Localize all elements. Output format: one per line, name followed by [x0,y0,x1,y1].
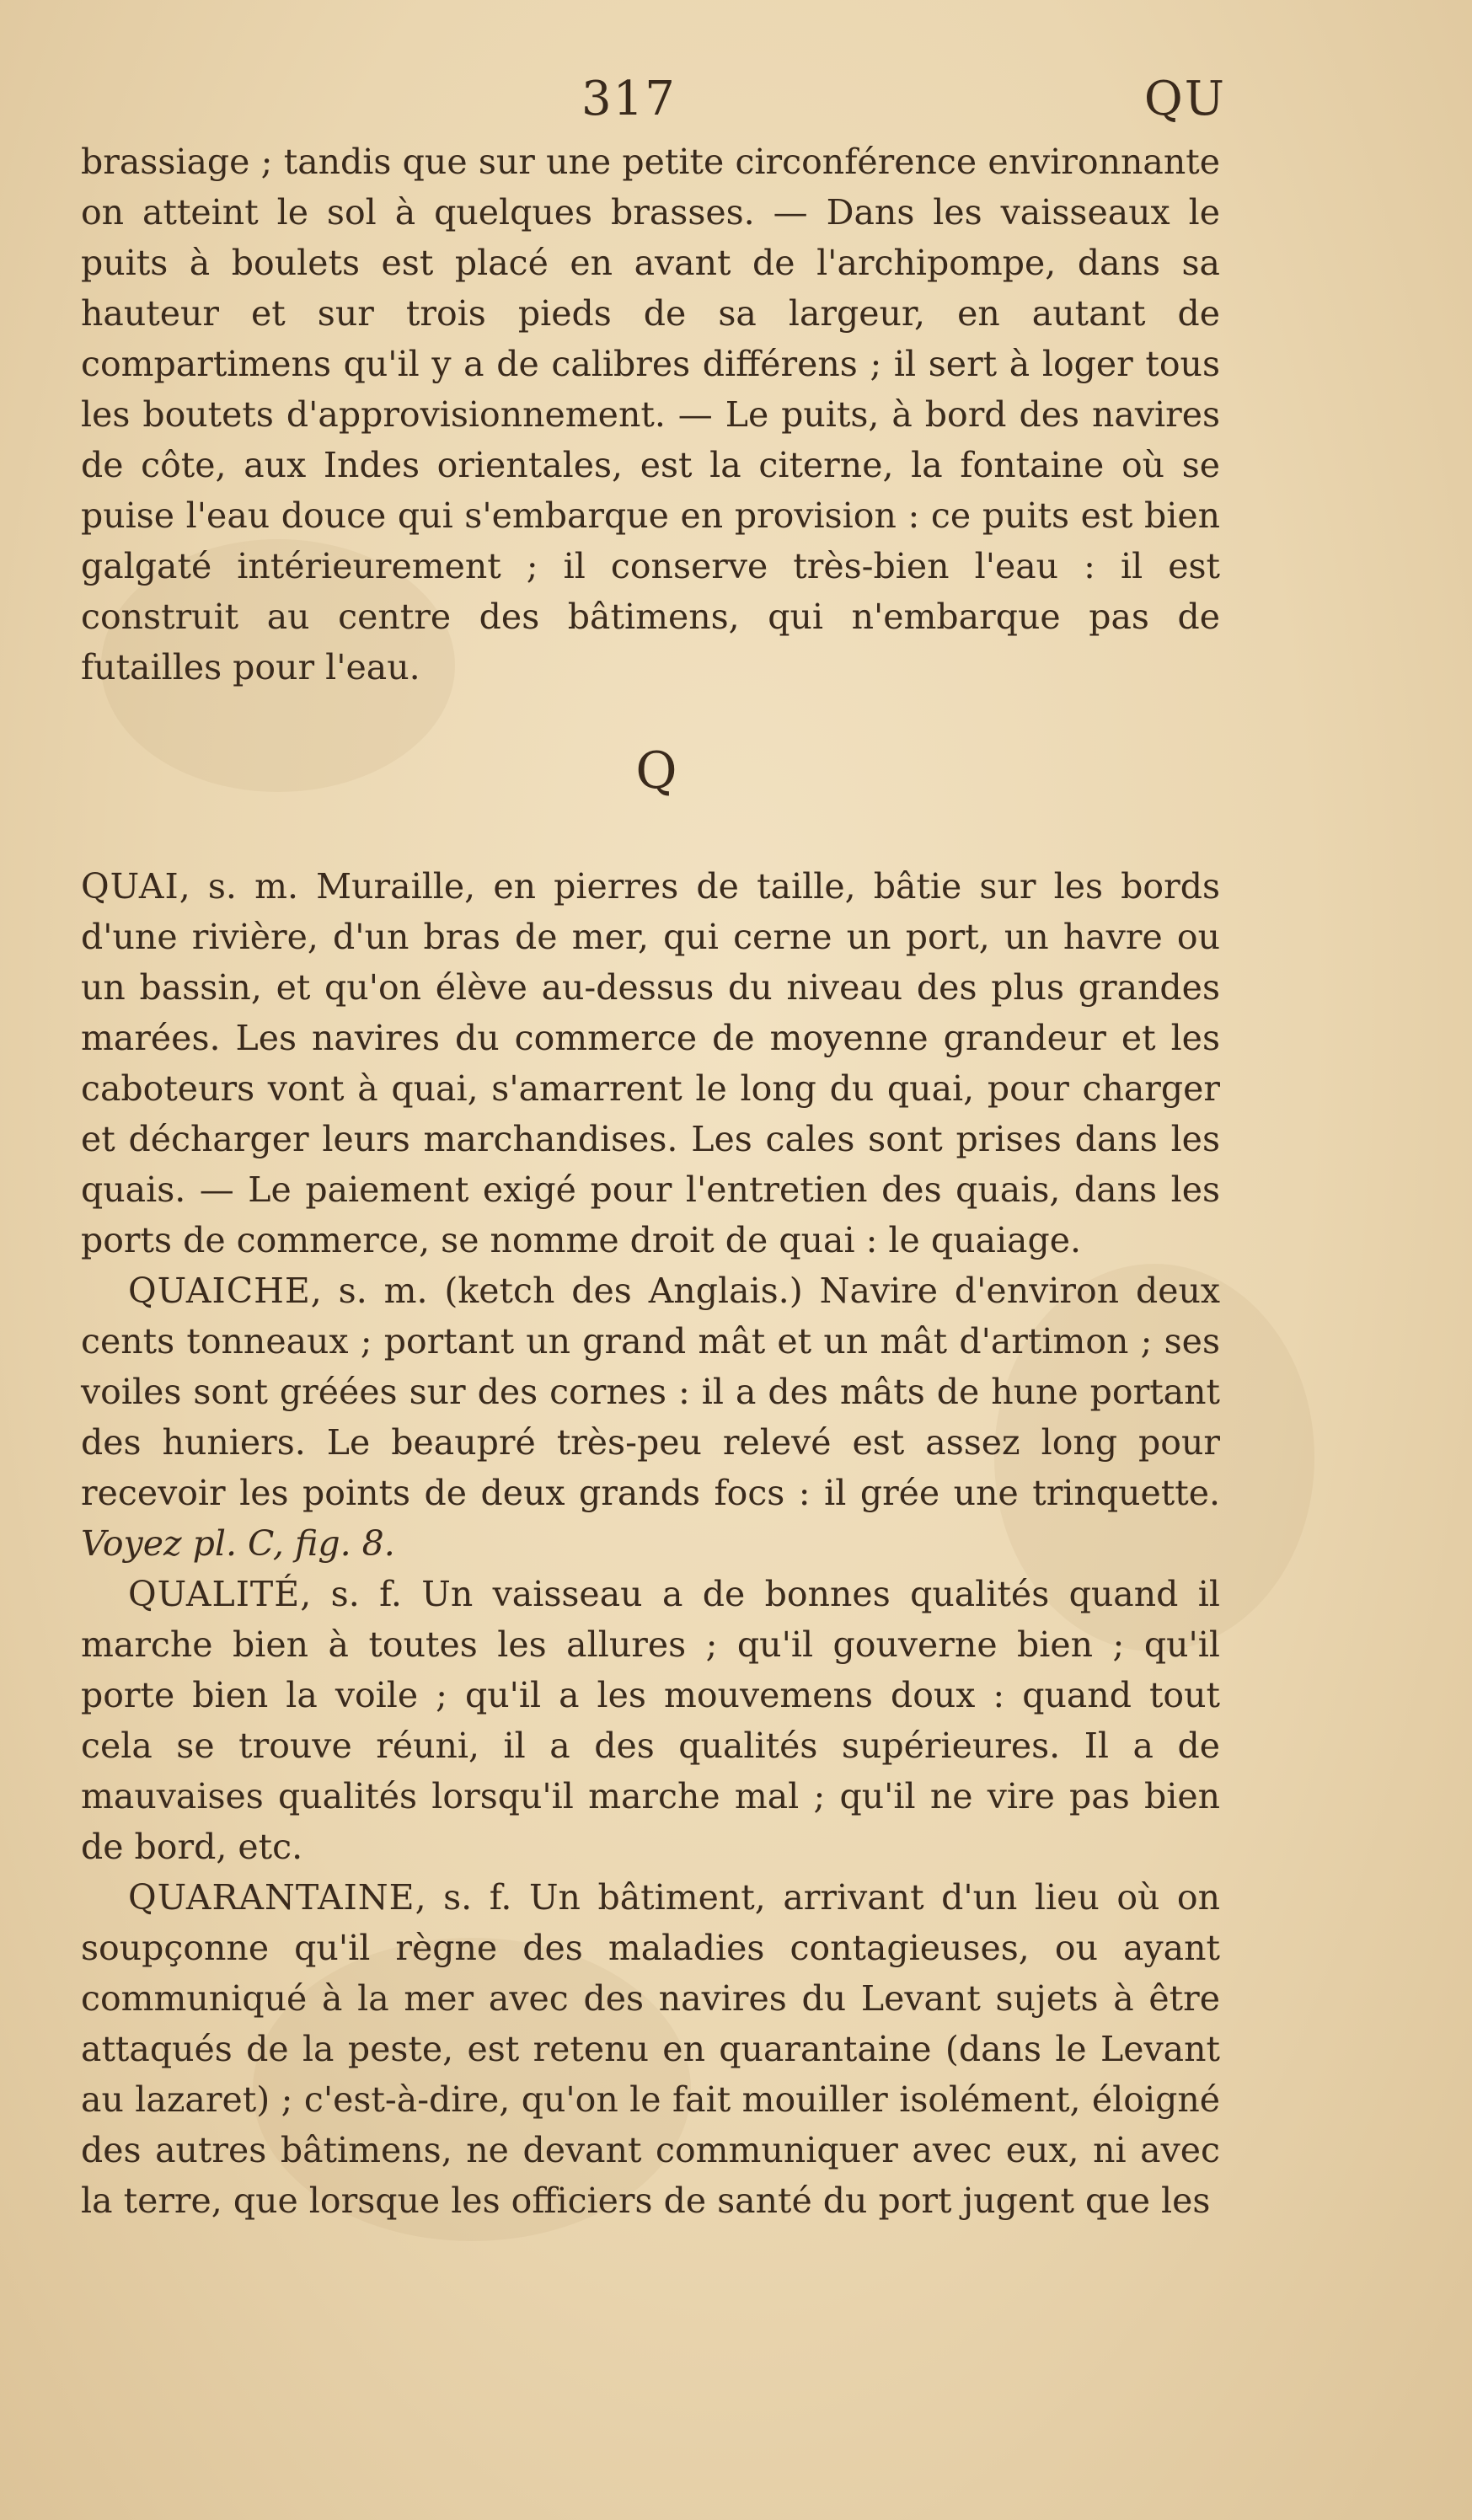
entry-quaiche [81,1265,1220,1569]
entry-grammar: , s. m. [179,866,299,907]
page-number: 317 [581,72,677,126]
entry-quarantaine [81,1872,1220,2226]
entry-headword: QUAI [81,866,179,907]
continuation-paragraph [81,136,1220,693]
entry-headword: QUAICHE [128,1271,311,1311]
entry-qualite [81,1569,1220,1872]
entry-definition: Un vaisseau a de bonnes qualités quand il marche bien à toutes les allures ; qu'il gouverne bien ; qu'il porte bien la voile ; qu'il a les mouvemens doux : quand tout cela se trouve réuni, il a des qualités supérieures. Il a de mauvaises qualités lorsqu'il marche mal ; qu'il ne vire pas bien de bord, etc. [81,1574,1220,1867]
entry-definition: (ketch des Anglais.) Navire d'environ deux cents tonneaux ; portant un grand mât et un mât d'artimon ; ses voiles sont gréées sur des cornes : il a des mâts de hune portant des huniers. Le beaupré très-peu relevé est assez long pour recevoir les points de deux grands focs : il grée une trinquette. [81,1271,1220,1513]
dictionary-entries [81,861,1220,2226]
continuation-text: brassiage ; tandis que sur une petite circonférence environnante on atteint le sol à quelques brasses. — Dans les vaisseaux le puits à boulets est placé en avant de l'archipompe, dans sa hauteur et sur trois pieds de sa largeur, en autant de compartimens qu'il y a de calibres différens ; il sert à loger tous les boutets d'approvisionnement. — Le puits, à bord des navires de côte, aux Indes orientales, est la citerne, la fontaine où se puise l'eau douce qui s'embarque en provision : ce puits est bien galgaté intérieurement ; il conserve très-bien l'eau : il est construit au centre des bâtimens, qui n'embarque pas de futailles pour l'eau. [81,142,1220,688]
entry-definition: Muraille, en pierres de taille, bâtie sur les bords d'une rivière, d'un bras de mer, qui cerne un port, un havre ou un bassin, et qu'on élève au-dessus du niveau des plus grandes marées. Les navires du commerce de moyenne grandeur et les caboteurs vont à quai, s'amarrent le long du quai, pour charger et décharger leurs marchandises. Les cales sont prises dans les quais. — Le paiement exigé pour l'entretien des quais, dans les ports de commerce, se nomme droit de quai : le quaiage. [81,866,1220,1260]
page-header [0,72,1472,139]
section-letter-heading: Q [635,741,677,800]
entry-headword: QUALITÉ [128,1574,301,1614]
entry-plate-reference: Voyez pl. C, fig. 8. [81,1523,395,1564]
entry-grammar: , s. m. [310,1271,428,1311]
entry-quai [81,861,1220,1265]
entry-grammar: , s. f. [415,1877,512,1918]
entry-grammar: , s. f. [300,1574,402,1614]
entry-definition: Un bâtiment, arrivant d'un lieu où on soupçonne qu'il règne des maladies contagieuses, ou ayant communiqué à la mer avec des navires du Levant sujets à être attaqués de la peste, est retenu en quarantaine (dans le Levant au lazaret) ; c'est-à-dire, qu'on le fait mouiller isolément, éloigné des autres bâtimens, ne devant communiquer avec eux, ni avec la terre, que lorsque les officiers de santé du port jugent que les [81,1877,1221,2221]
entry-headword: QUARANTAINE [128,1877,415,1918]
running-head: QU [1143,72,1226,126]
